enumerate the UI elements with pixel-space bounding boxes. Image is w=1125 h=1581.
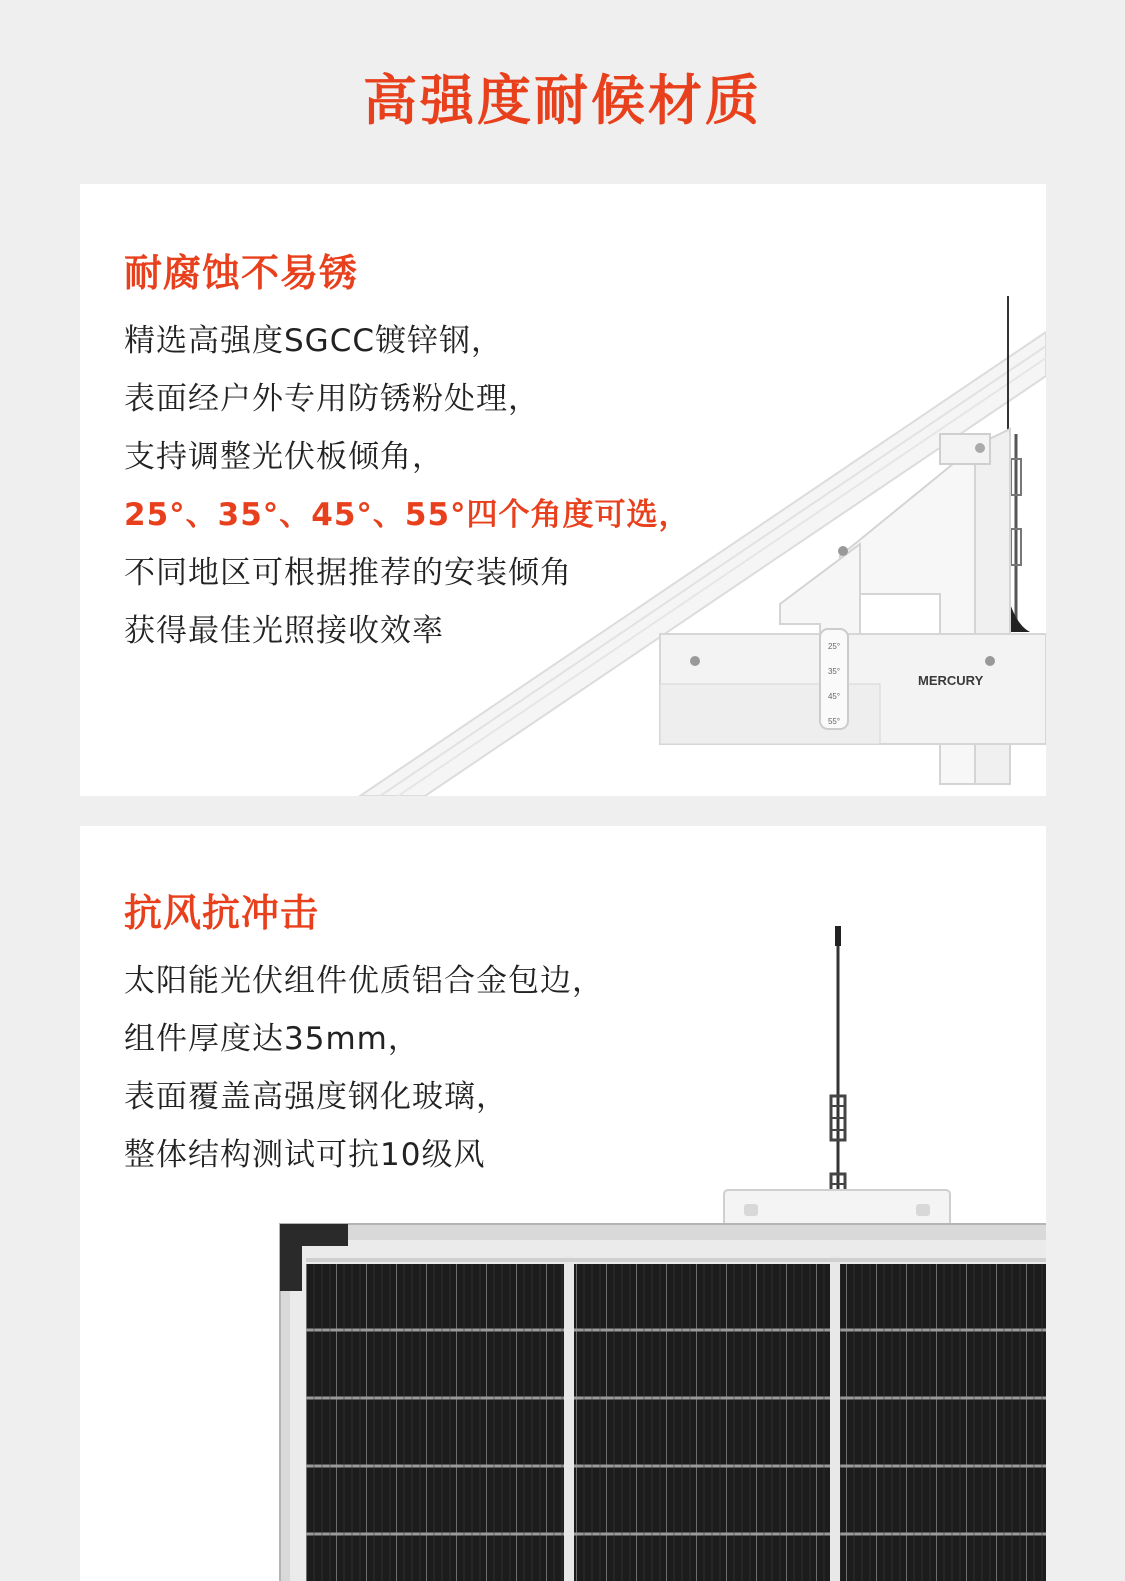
section1-heading: 耐腐蚀不易锈	[124, 251, 359, 295]
angle-mark-25: 25°	[827, 642, 841, 651]
corrosion-resistance-card	[80, 184, 1046, 796]
brand-logo: MERCURY	[918, 673, 984, 688]
angle-mark-45: 45°	[827, 692, 841, 701]
angle-mark-35: 35°	[827, 667, 841, 676]
section2-heading: 抗风抗冲击	[124, 891, 320, 935]
section2-text	[124, 952, 604, 1184]
section2-line: 整体结构测试可抗10级风	[124, 1137, 486, 1173]
solar-panel-illustration	[80, 826, 1046, 1581]
page-title: 高强度耐候材质	[363, 69, 762, 132]
section1-line: 获得最佳光照接收效率	[124, 613, 444, 649]
section2-line: 表面覆盖高强度钢化玻璃，	[124, 1079, 508, 1115]
section2-line: 组件厚度达35mm，	[124, 1021, 420, 1057]
section1-line: 表面经户外专用防锈粉处理，	[124, 381, 540, 417]
angle-mark-55: 55°	[827, 717, 841, 726]
section1-text	[124, 312, 691, 660]
section1-line-highlight: 25°、35°、45°、55°四个角度可选，	[124, 497, 691, 533]
section1-line: 支持调整光伏板倾角，	[124, 439, 444, 475]
section1-line: 不同地区可根据推荐的安装倾角	[124, 555, 572, 591]
section2-line: 太阳能光伏组件优质铝合金包边，	[124, 963, 604, 999]
wind-resistance-card	[80, 826, 1046, 1581]
section1-line: 精选高强度SGCC镀锌钢，	[124, 323, 503, 359]
